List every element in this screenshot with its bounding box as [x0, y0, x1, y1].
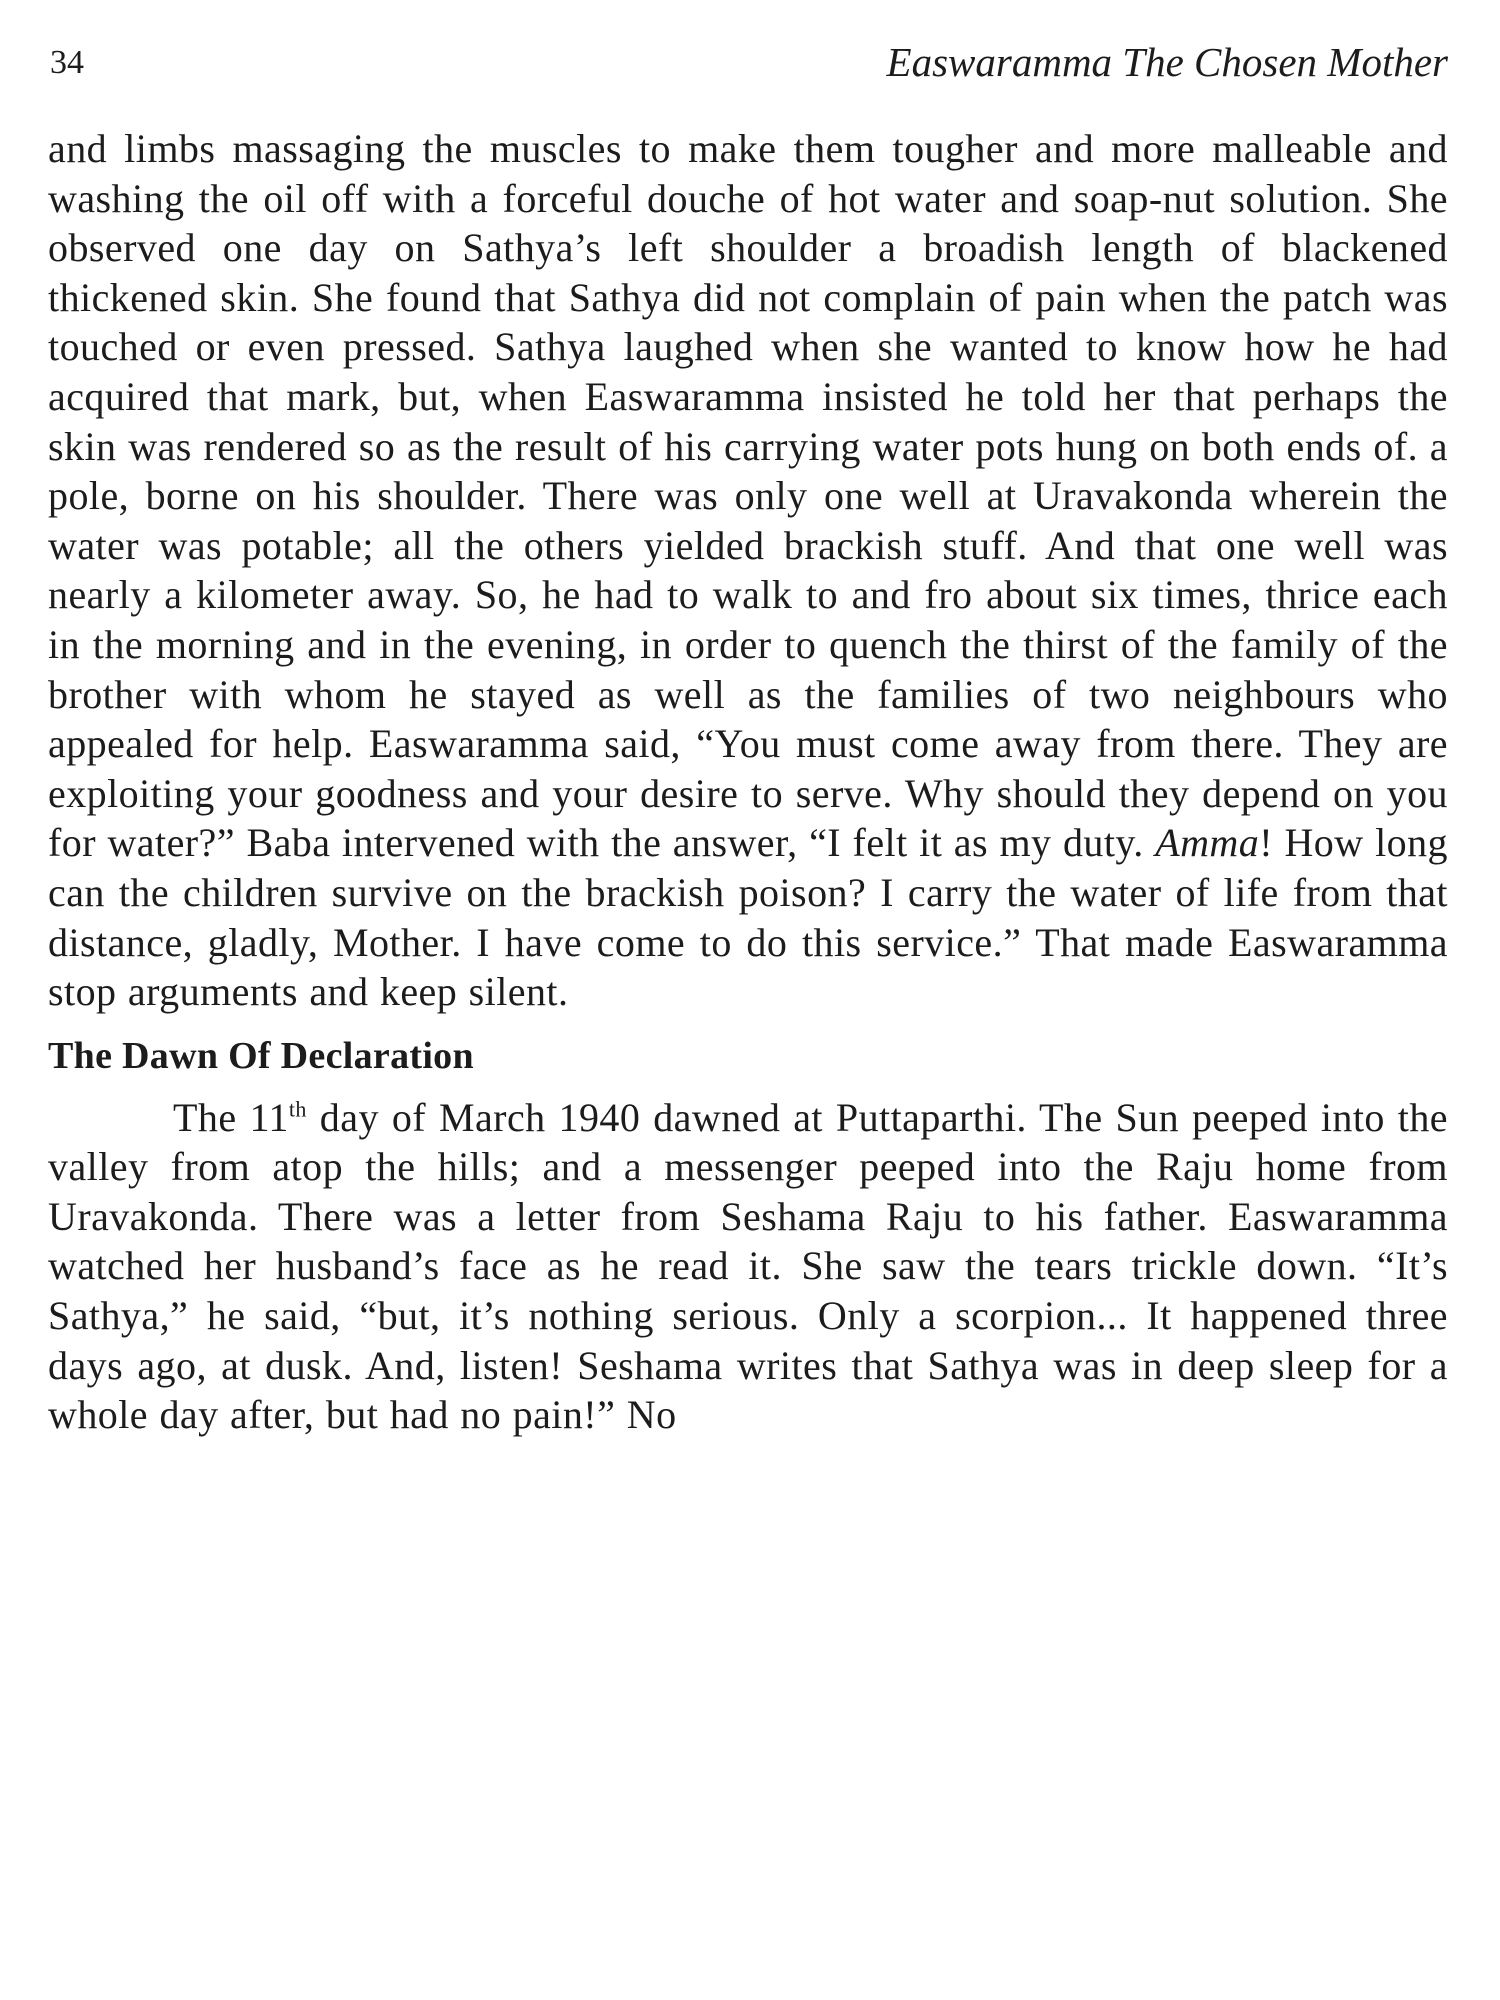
- section-heading: The Dawn Of Declaration: [48, 1034, 474, 1077]
- paragraph-2: [48, 1093, 1448, 1440]
- paragraph-1-italic-word: Amma: [1155, 820, 1260, 866]
- book-title: Easwaramma The Chosen Mother: [886, 39, 1448, 85]
- paragraph-2-text: day of March 1940 dawned at Puttaparthi. The Sun peeped into the valley from atop the hills; and a messenger peeped into the Raju home from Uravakonda. There was a letter from Seshama Raju to his father. Easwaramma watched her husband’s face as he read it. She saw the tears trickle down. “It’s Sathya,” he said, “but, it’s nothing serious. Only a scorpion... It happened three days ago, at dusk. And, listen! Seshama writes that Sathya was in deep sleep for a whole day after, but had no pain!” No: [48, 1094, 1449, 1438]
- page-number: 34: [50, 44, 84, 81]
- paragraph-1-text: and limbs massaging the muscles to make them tougher and more malleable and washing the oil off with a forceful douche of hot water and soap-nut solution. She observed one day on Sathya’s left shoulder a broadish length of blackened thickened skin. She found that Sathya did not complain of pain when the patch was touched or even pressed. Sathya laughed when she wanted to know how he had acquired that mark, but, when Easwaramma insisted he told her that perhaps the skin was rendered so as the result of his carrying water pots hung on both ends of. a pole, borne on his shoulder. There was only one well at Uravakonda wherein the water was potable; all the others yielded brackish stuff. And that one well was nearly a kilometer away. So, he had to walk to and fro about six times, thrice each in the morning and in the evening, in order to quench the thirst of the family of the brother with whom he stayed as well as the families of two neighbours who appealed for help. Easwaramma said, “You must come away from there. They are exploiting your goodness and your desire to serve. Why should they depend on you for water?” Baba intervened with the answer, “I felt it as my duty.: [48, 126, 1448, 866]
- running-head: [50, 38, 1448, 98]
- page-body: [48, 124, 1448, 1440]
- ordinal-superscript: th: [288, 1096, 307, 1122]
- paragraph-1: [48, 124, 1448, 1017]
- paragraph-1-text-end: ! How long can the children survive on the brackish poison? I carry the water of life from that distance, gladly, Mother. I have come to do this service.” That made Easwaramma stop arguments and keep silent.: [48, 820, 1448, 1015]
- paragraph-2-text-start: The 11: [173, 1094, 289, 1140]
